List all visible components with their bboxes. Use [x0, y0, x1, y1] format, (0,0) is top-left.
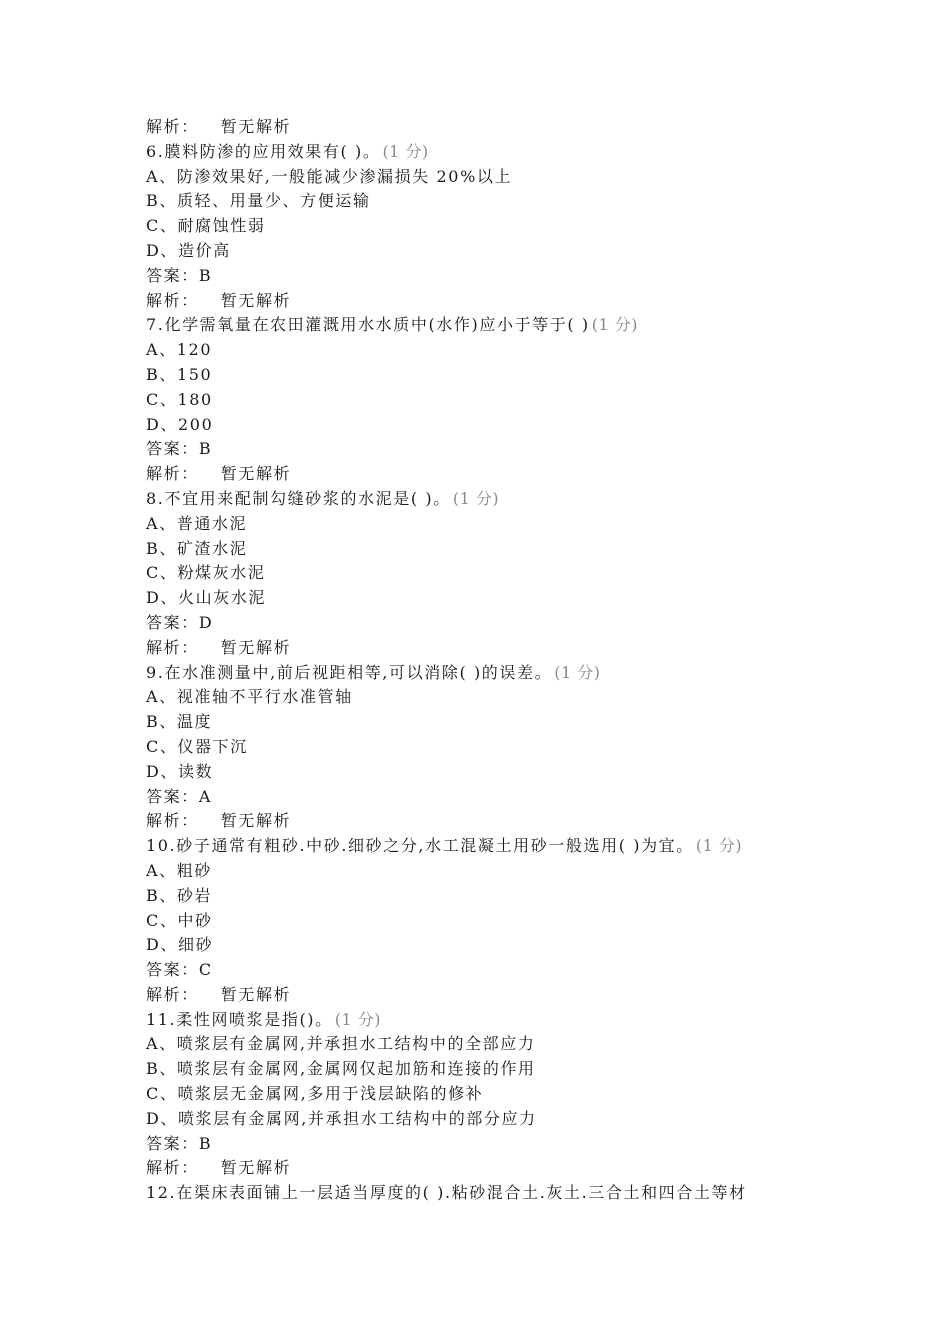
answer-line: [146, 958, 846, 983]
question-text: 8.不宜用来配制勾缝砂浆的水泥是( )。: [146, 488, 451, 508]
option-b: B、砂岩: [146, 885, 213, 905]
analysis-line: [146, 289, 846, 314]
option-c: C、180: [146, 389, 213, 409]
answer-label: 答案：: [146, 1133, 199, 1153]
analysis-line: [146, 1156, 846, 1181]
analysis-value: 暂无解析: [220, 1158, 292, 1178]
answer-value: C: [198, 960, 213, 980]
question-score: (1 分): [452, 488, 500, 508]
analysis-line: [146, 636, 846, 661]
option-c: C、耐腐蚀性弱: [146, 216, 266, 236]
question-stem: [146, 313, 846, 338]
question-stem: [146, 1181, 846, 1206]
option-b: B、喷浆层有金属网,金属网仅起加筋和连接的作用: [146, 1059, 536, 1079]
question-text: 6.膜料防渗的应用效果有( )。: [146, 141, 381, 161]
analysis-value: 暂无解析: [220, 117, 292, 136]
question-text: 7.化学需氧量在农田灌溉用水水质中(水作)应小于等于( ): [146, 315, 590, 335]
analysis-line: [146, 115, 846, 140]
analysis-line: [146, 809, 846, 834]
question-text: 10.砂子通常有粗砂.中砂.细砂之分,水工混凝土用砂一般选用( )为宜。: [146, 836, 694, 856]
question-stem: [146, 834, 846, 859]
question-stem: [146, 140, 846, 165]
analysis-label: 解析：: [146, 984, 199, 1004]
analysis-label: 解析：: [146, 811, 199, 831]
question-stem: [146, 1008, 846, 1033]
option-b: B、温度: [146, 712, 213, 732]
analysis-line: [146, 983, 846, 1008]
option-b: B、矿渣水泥: [146, 538, 248, 558]
option-d: D、读数: [146, 761, 214, 781]
answer-value: B: [198, 265, 213, 285]
answer-line: [146, 1132, 846, 1157]
option-c: C、粉煤灰水泥: [146, 563, 266, 583]
option-d: D、造价高: [146, 240, 231, 260]
answer-label: 答案：: [146, 960, 199, 980]
option-a: A、防渗效果好,一般能减少渗漏损失 20%以上: [146, 166, 513, 186]
option-d: D、细砂: [146, 935, 214, 955]
answer-value: A: [198, 786, 212, 806]
answer-value: B: [198, 439, 213, 459]
option-b: B、质轻、用量少、方便运输: [146, 191, 371, 211]
answer-label: 答案：: [146, 786, 199, 806]
option-a: A、喷浆层有金属网,并承担水工结构中的全部应力: [146, 1034, 536, 1054]
question-score: (1 分): [695, 836, 743, 856]
option-d: D、火山灰水泥: [146, 588, 267, 608]
analysis-value: 暂无解析: [220, 984, 292, 1004]
option-d: D、喷浆层有金属网,并承担水工结构中的部分应力: [146, 1108, 537, 1128]
question-score: (1 分): [554, 662, 601, 682]
question-text: 12.在渠床表面铺上一层适当厚度的( ).粘砂混合土.灰土.三合土和四合土等材: [146, 1183, 747, 1203]
question-stem: [146, 661, 846, 686]
option-d: D、200: [146, 414, 214, 434]
question-score: (1 分): [591, 315, 638, 335]
option-b: B、150: [146, 364, 213, 384]
exam-page: [146, 115, 846, 1206]
analysis-line: [146, 462, 846, 487]
analysis-label: 解析：: [146, 290, 199, 310]
analysis-value: 暂无解析: [220, 637, 292, 657]
question-stem: [146, 487, 846, 512]
option-a: A、粗砂: [146, 860, 212, 880]
analysis-label: 解析：: [146, 1158, 199, 1178]
option-a: A、普通水泥: [146, 513, 248, 533]
option-c: C、仪器下沉: [146, 736, 248, 756]
answer-line: [146, 611, 846, 636]
answer-label: 答案：: [146, 439, 199, 459]
analysis-label: 解析：: [146, 637, 199, 657]
analysis-label: 解析：: [146, 464, 199, 484]
answer-line: [146, 785, 846, 810]
answer-label: 答案：: [146, 265, 199, 285]
option-c: C、喷浆层无金属网,多用于浅层缺陷的修补: [146, 1084, 484, 1104]
answer-value: D: [198, 612, 214, 632]
analysis-value: 暂无解析: [220, 464, 292, 484]
answer-line: [146, 264, 846, 289]
answer-value: B: [198, 1133, 213, 1153]
question-text: 9.在水准测量中,前后视距相等,可以消除( )的误差。: [146, 662, 553, 682]
answer-line: [146, 437, 846, 462]
answer-label: 答案：: [146, 612, 199, 632]
analysis-value: 暂无解析: [220, 290, 292, 310]
question-score: (1 分): [334, 1009, 381, 1029]
question-text: 11.柔性网喷浆是指()。: [146, 1009, 333, 1029]
option-a: A、视准轴不平行水准管轴: [146, 687, 353, 707]
question-score: (1 分): [382, 141, 429, 161]
analysis-value: 暂无解析: [220, 811, 292, 831]
option-c: C、中砂: [146, 910, 213, 930]
option-a: A、120: [146, 340, 213, 360]
analysis-label: 解析：: [146, 117, 199, 136]
